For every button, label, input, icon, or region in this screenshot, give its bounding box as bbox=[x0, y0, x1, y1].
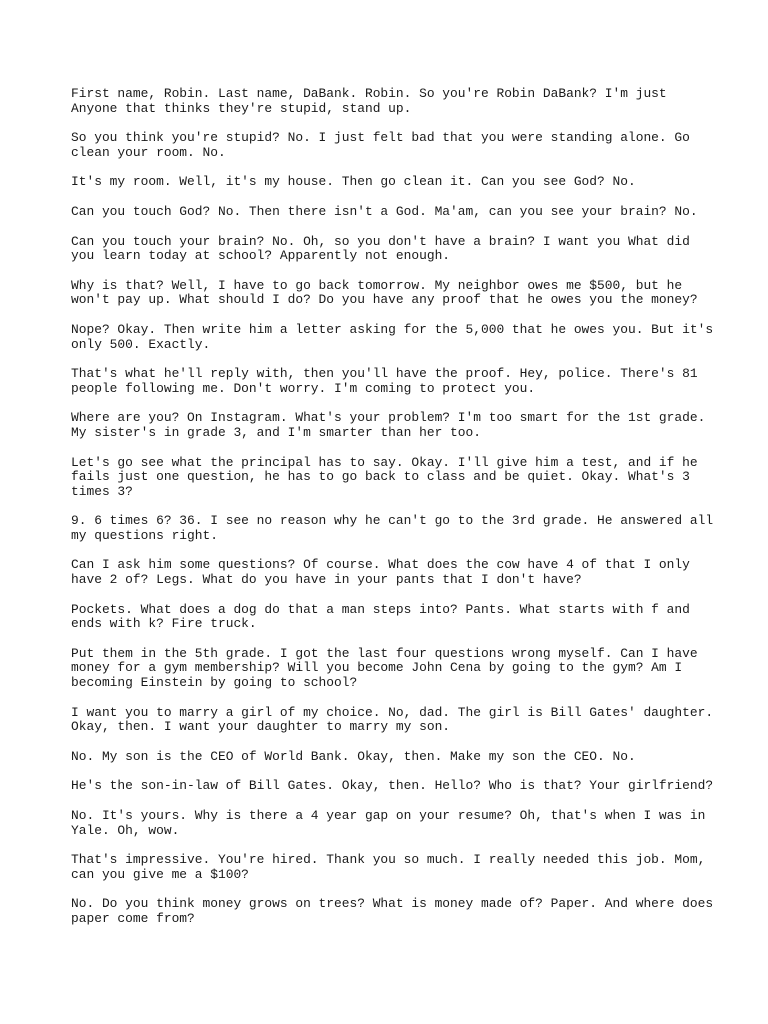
paragraph: Why is that? Well, I have to go back tomorrow. My neighbor owes me $500, but he won't pay up. What should I do? Do you have any proof that he owes you the money? bbox=[71, 277, 698, 308]
paragraph: No. My son is the CEO of World Bank. Okay, then. Make my son the CEO. No. bbox=[71, 748, 636, 764]
paragraph: Pockets. What does a dog do that a man steps into? Pants. What starts with f and ends with k? Fire truck. bbox=[71, 601, 690, 632]
paragraph: No. It's yours. Why is there a 4 year gap on your resume? Oh, that's when I was in Yale. Oh, wow. bbox=[71, 808, 706, 838]
paragraph: So you think you're stupid? No. I just felt bad that you were standing alone. Go clean your room. No. bbox=[71, 130, 690, 160]
paragraph: Nope? Okay. Then write him a letter asking for the 5,000 that he owes you. But it's only 500. Exactly. bbox=[71, 321, 714, 352]
paragraph: It's my room. Well, it's my house. Then go clean it. Can you see God? No. bbox=[71, 174, 636, 190]
paragraph: That's impressive. You're hired. Thank you so much. I really needed this job. Mom, can you give me a $100? bbox=[71, 852, 706, 882]
paragraph: He's the son-in-law of Bill Gates. Okay, then. Hello? Who is that? Your girlfriend? bbox=[71, 778, 714, 794]
paragraph: Can you touch your brain? No. Oh, so you don't have a brain? I want you What did you learn today at school? Apparently not enough. bbox=[71, 233, 690, 264]
paragraph: That's what he'll reply with, then you'll have the proof. Hey, police. There's 81 people following me. Don't worry. I'm coming to protect you. bbox=[71, 366, 698, 396]
paragraph: First name, Robin. Last name, DaBank. Robin. So you're Robin DaBank? I'm just Anyone that thinks they're stupid, stand up. bbox=[71, 86, 667, 116]
paragraph: Can you touch God? No. Then there isn't a God. Ma'am, can you see your brain? No. bbox=[71, 203, 698, 219]
transcript-body bbox=[71, 86, 714, 942]
paragraph: Let's go see what the principal has to say. Okay. I'll give him a test, and if he fails just one question, he has to go back to class and be quiet. Okay. What's 3 times 3? bbox=[71, 454, 698, 499]
paragraph: Can I ask him some questions? Of course. What does the cow have 4 of that I only have 2 of? Legs. What do you have in your pants that I don't have? bbox=[71, 557, 690, 588]
paragraph: No. Do you think money grows on trees? What is money made of? Paper. And where does paper come from? bbox=[71, 896, 714, 926]
paragraph: I want you to marry a girl of my choice. No, dad. The girl is Bill Gates' daughter. Okay, then. I want your daughter to marry my son. bbox=[71, 704, 714, 735]
paragraph: Where are you? On Instagram. What's your problem? I'm too smart for the 1st grade. My sister's in grade 3, and I'm smarter than her too. bbox=[71, 410, 706, 440]
paragraph: 9. 6 times 6? 36. I see no reason why he can't go to the 3rd grade. He answered all my questions right. bbox=[71, 513, 714, 543]
paragraph: Put them in the 5th grade. I got the last four questions wrong myself. Can I have money for a gym membership? Will you become John Cena by going to the gym? Am I becoming Einstein by going to school? bbox=[71, 645, 698, 691]
